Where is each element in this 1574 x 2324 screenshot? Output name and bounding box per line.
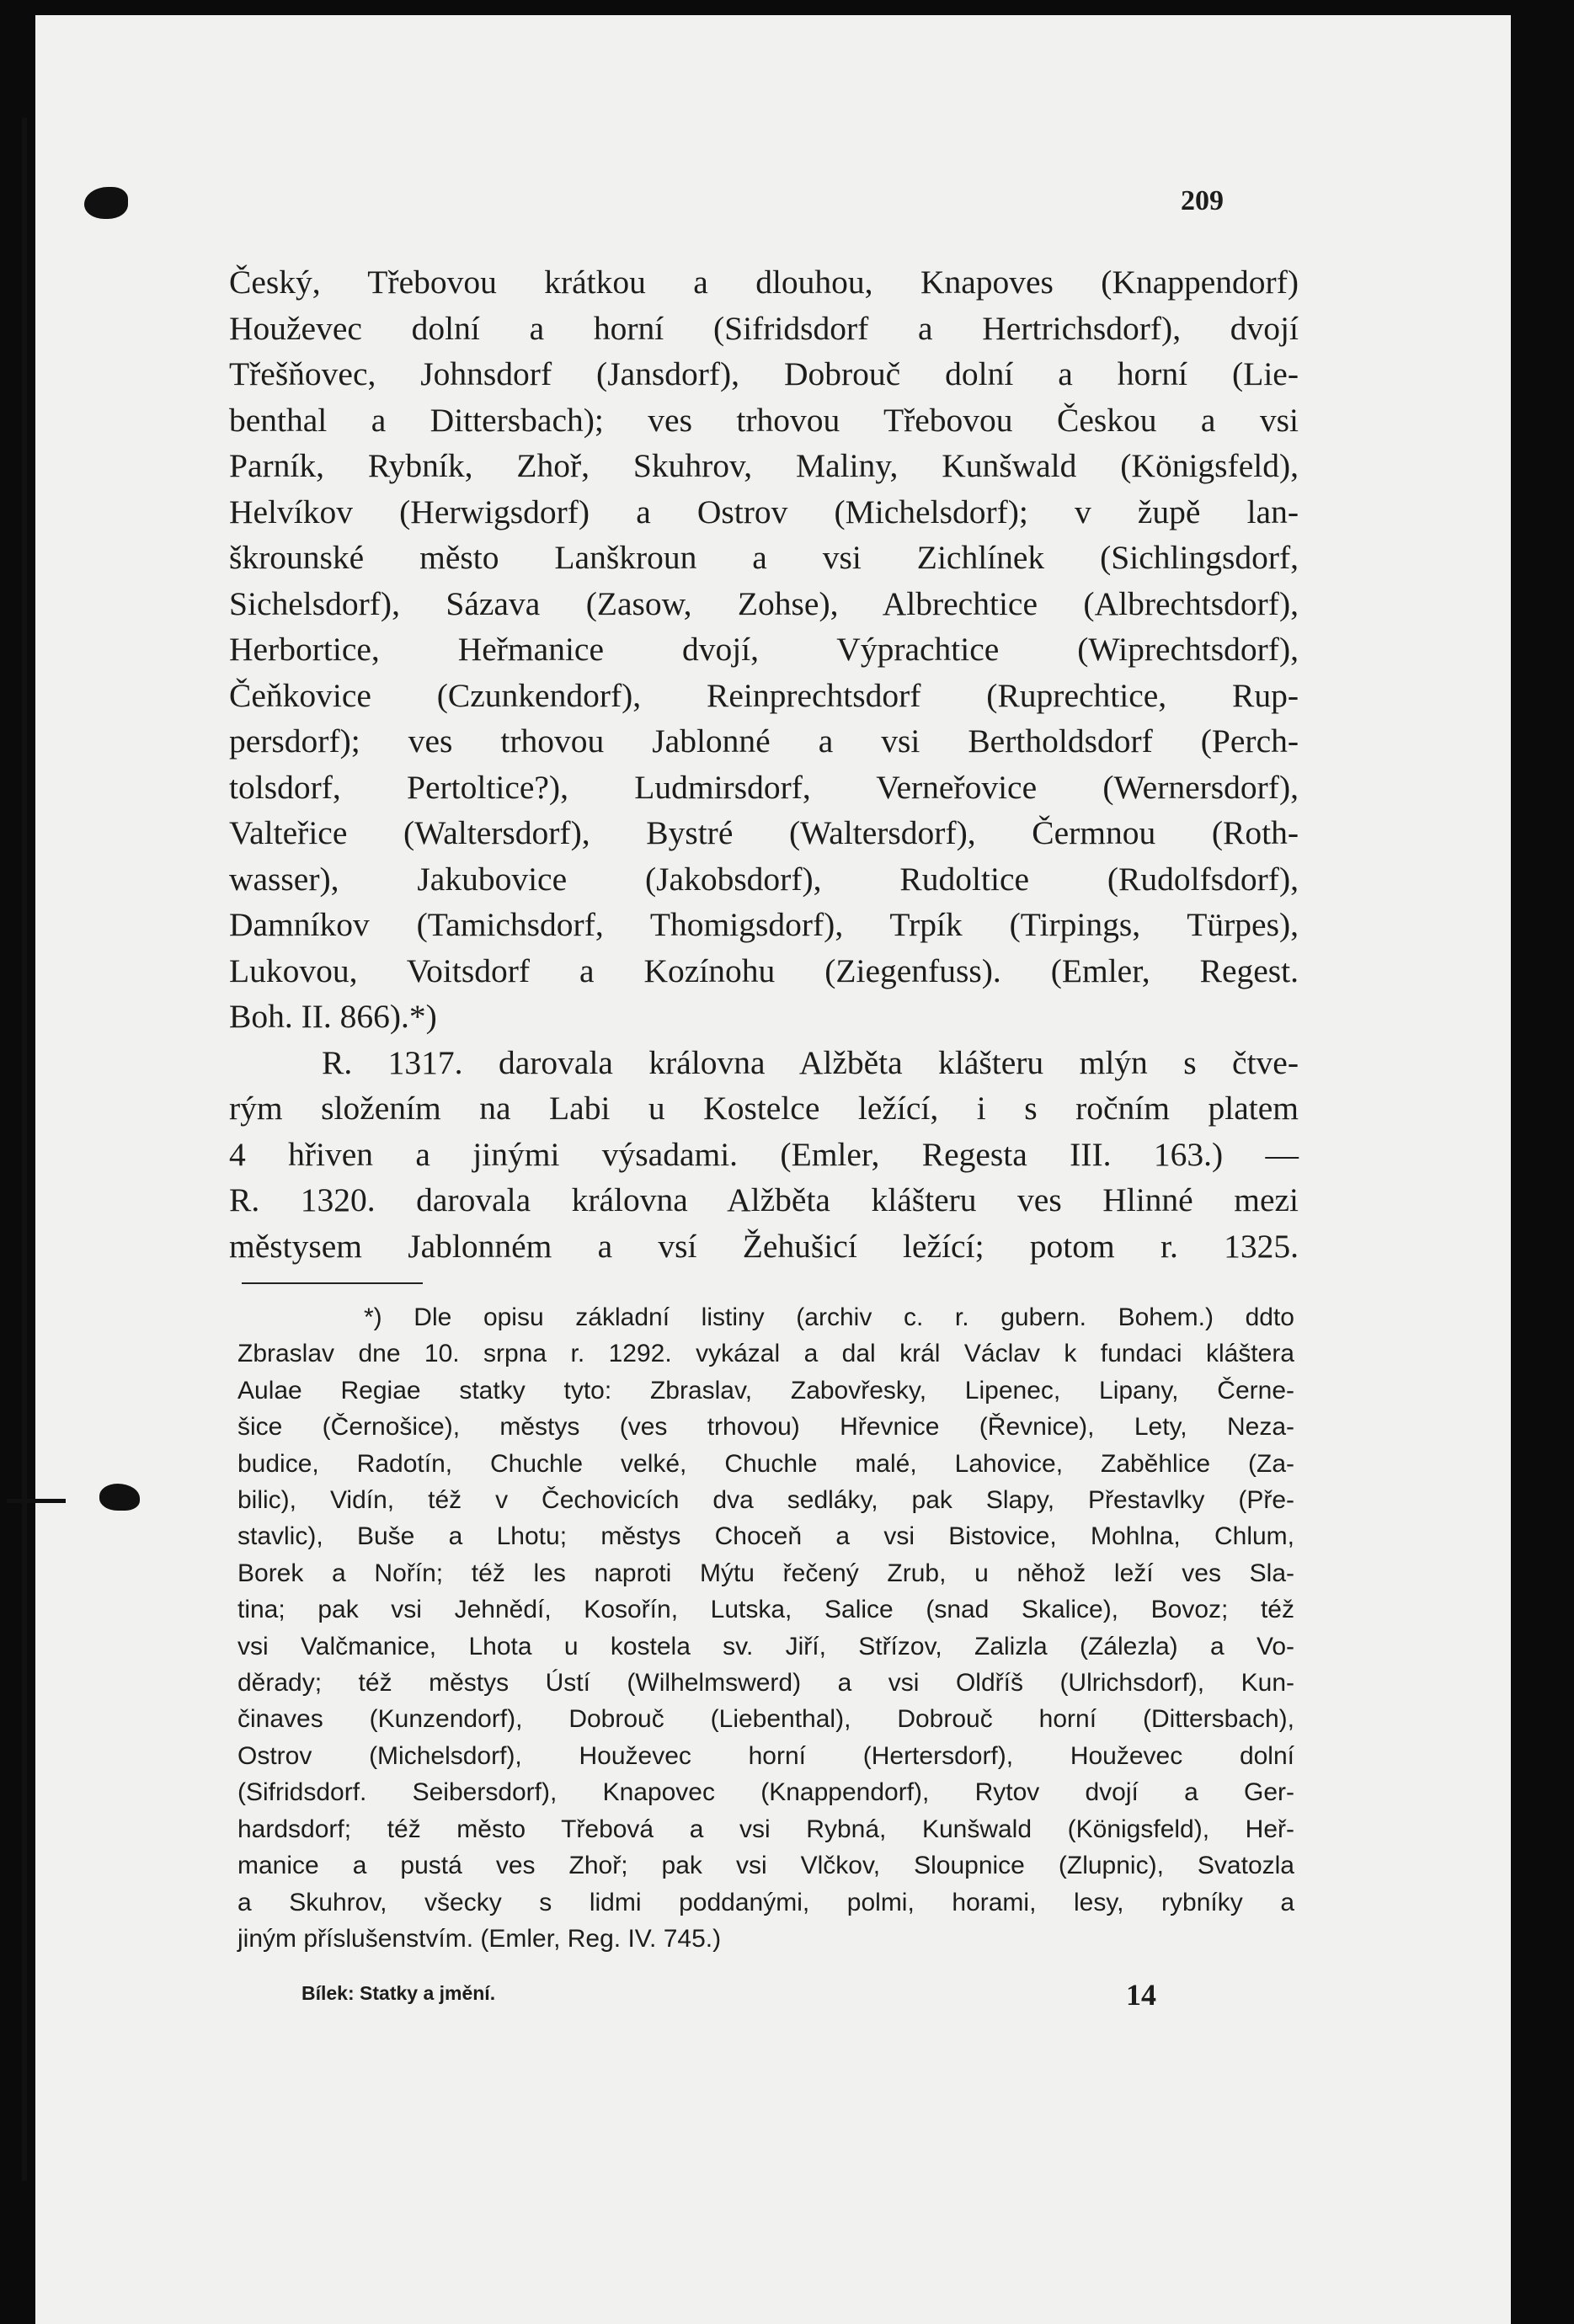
main-line: rým složením na Labi u Kostelce ležící, i s ročním platem [229, 1090, 1299, 1127]
footnote-line: Aulae Regiae statky tyto: Zbraslav, Zabovřesky, Lipenec, Lipany, Černe- [237, 1376, 1294, 1405]
main-line: Třešňovec, Johnsdorf (Jansdorf), Dobrouč dolní a horní (Lie- [229, 355, 1299, 392]
main-line: Čeňkovice (Czunkendorf), Reinprechtsdorf (Ruprechtice, Rup- [229, 676, 1299, 714]
book-page [35, 15, 1511, 2324]
footnote-line: Borek a Nořín; též les naproti Mýtu řečený Zrub, u něhož leží ves Sla- [237, 1559, 1294, 1587]
footnote [237, 1299, 1294, 1957]
main-line: Herbortice, Heřmanice dvojí, Výprachtice (Wiprechtsdorf), [229, 631, 1299, 668]
main-line: R. 1317. darovala královna Alžběta klášteru mlýn s čtve- [322, 1043, 1299, 1081]
footnote-line: tina; pak vsi Jehnědí, Kosořín, Lutska, Salice (snad Skalice), Bovoz; též [237, 1596, 1294, 1624]
main-line: Houževec dolní a horní (Sifridsdorf a Hertrichsdorf), dvojí [229, 309, 1299, 347]
footnote-line: jiným příslušenstvím. (Emler, Reg. IV. 745.) [237, 1924, 722, 1953]
page-number: 209 [1181, 185, 1224, 216]
main-text [229, 259, 1299, 1269]
footnote-line: hardsdorf; též město Třebová a vsi Rybná, Kunšwald (Königsfeld), Heř- [237, 1815, 1294, 1843]
ink-blot [99, 1484, 140, 1511]
main-line: Valteřice (Waltersdorf), Bystré (Waltersdorf), Čermnou (Roth- [229, 814, 1299, 851]
footnote-line: manice a pustá ves Zhoř; pak vsi Vlčkov, Sloupnice (Zlupnic), Svatozla [237, 1852, 1294, 1880]
footnote-line: budice, Radotín, Chuchle velké, Chuchle malé, Lahovice, Zaběhlice (Za- [237, 1449, 1294, 1478]
main-line: městysem Jablonném a vsí Žehušicí ležící; potom r. 1325. [229, 1227, 1299, 1265]
main-line: Damníkov (Tamichsdorf, Thomigsdorf), Trpík (Tirpings, Türpes), [229, 906, 1299, 943]
footnote-line: bilic), Vidín, též v Čechovicích dva sedláky, pak Slapy, Přestavlky (Pře- [237, 1486, 1294, 1515]
main-line: Sichelsdorf), Sázava (Zasow, Zohse), Albrechtice (Albrechtsdorf), [229, 584, 1299, 622]
binding-edge-mark [22, 118, 27, 2181]
main-line: Helvíkov (Herwigsdorf) a Ostrov (Michelsdorf); v župě lan- [229, 493, 1299, 530]
main-line: Lukovou, Voitsdorf a Kozínohu (Ziegenfuss). (Emler, Regest. [229, 951, 1299, 989]
footnote-line: šice (Černošice), městys (ves trhovou) Hřevnice (Řevnice), Lety, Neza- [237, 1413, 1294, 1442]
main-line: benthal a Dittersbach); ves trhovou Třebovou Českou a vsi [229, 401, 1299, 439]
ink-blot [84, 187, 128, 219]
main-line: tolsdorf, Pertoltice?), Ludmirsdorf, Verneřovice (Wernersdorf), [229, 768, 1299, 806]
footnote-line: Zbraslav dne 10. srpna r. 1292. vykázal a dal král Václav k fundaci kláštera [237, 1340, 1294, 1368]
footnote-line: Ostrov (Michelsdorf), Houževec horní (Hertersdorf), Houževec dolní [237, 1741, 1294, 1770]
footnote-line: *) Dle opisu základní listiny (archiv c. r. gubern. Bohem.) ddto [364, 1303, 1294, 1331]
footnote-line: (Sifridsdorf. Seibersdorf), Knapovec (Knappendorf), Rytov dvojí a Ger- [237, 1778, 1294, 1807]
footnote-line: vsi Valčmanice, Lhota u kostela sv. Jiří, Střízov, Zalizla (Zálezla) a Vo- [237, 1632, 1294, 1660]
footnote-line: a Skuhrov, všecky s lidmi poddanými, polmi, horami, lesy, rybníky a [237, 1888, 1294, 1916]
footnote-line: činaves (Kunzendorf), Dobrouč (Liebenthal), Dobrouč horní (Dittersbach), [237, 1705, 1294, 1734]
footnote-line: děrady; též městys Ústí (Wilhelmswerd) a vsi Oldříš (Ulrichsdorf), Kun- [237, 1669, 1294, 1698]
main-line: wasser), Jakubovice (Jakobsdorf), Rudoltice (Rudolfsdorf), [229, 860, 1299, 898]
sheet-number: 14 [1126, 1978, 1156, 2012]
main-line: Boh. II. 866).*) [229, 998, 437, 1035]
signature-mark: Bílek: Statky a jmění. [301, 1982, 496, 2004]
footnote-line: stavlic), Buše a Lhotu; městys Choceň a vsi Bistovice, Mohlna, Chlum, [237, 1522, 1294, 1551]
footnote-rule [242, 1282, 423, 1284]
main-line: R. 1320. darovala královna Alžběta klášteru ves Hlinné mezi [229, 1181, 1299, 1218]
main-line: persdorf); ves trhovou Jablonné a vsi Bertholdsdorf (Perch- [229, 722, 1299, 760]
binding-edge-mark [7, 1499, 66, 1503]
main-line: Parník, Rybník, Zhoř, Skuhrov, Maliny, Kunšwald (Königsfeld), [229, 447, 1299, 484]
main-line: 4 hřiven a jinými výsadami. (Emler, Regesta III. 163.) — [229, 1135, 1299, 1173]
main-line: Český, Třebovou krátkou a dlouhou, Knapoves (Knappendorf) [229, 264, 1299, 301]
main-line: škrounské město Lanškroun a vsi Zichlínek (Sichlingsdorf, [229, 539, 1299, 576]
